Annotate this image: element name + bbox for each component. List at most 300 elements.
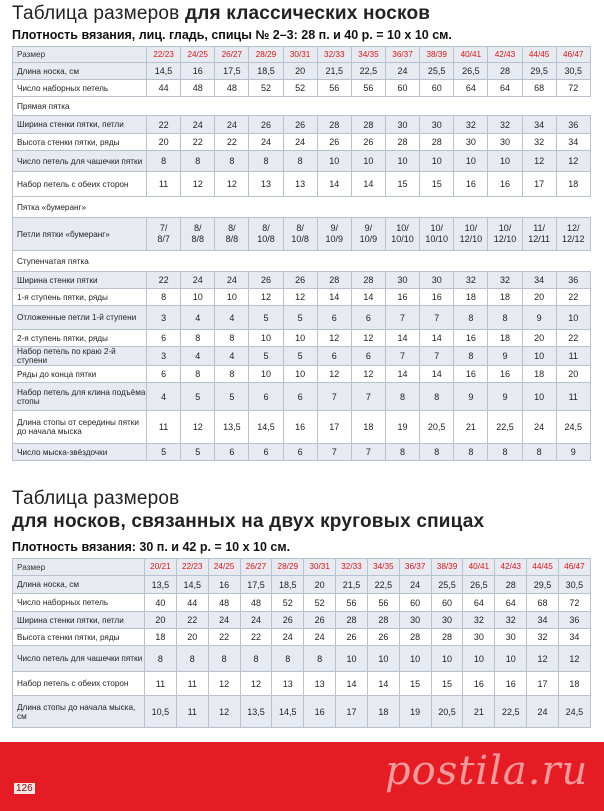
- table-cell: 14,5: [147, 63, 181, 80]
- table-cell: 24: [304, 629, 336, 646]
- table-cell: 8: [420, 383, 454, 411]
- row-label: Ряды до конца пятки: [13, 366, 147, 383]
- table-cell: 64: [454, 80, 488, 97]
- table-cell: 13: [283, 172, 317, 197]
- table-row: [13, 646, 591, 672]
- table-row: [13, 594, 591, 612]
- table-cell: 11: [176, 696, 208, 728]
- size-header: 34/35: [367, 559, 399, 576]
- table-cell: 12: [527, 646, 559, 672]
- table-cell: 22,5: [351, 63, 385, 80]
- table1-density: Плотность вязания, лиц. гладь, спицы № 2–3: 28 п. и 40 р. = 10 х 10 см.: [12, 28, 452, 42]
- table-cell: 52: [304, 594, 336, 612]
- table-cell: 20: [176, 629, 208, 646]
- size-table-two-circulars: [12, 558, 591, 728]
- table-cell: 20: [522, 289, 556, 306]
- table-cell: 12: [215, 172, 249, 197]
- table-cell: 20: [147, 134, 181, 151]
- table-cell: 10: [522, 347, 556, 366]
- table-cell: 12: [522, 151, 556, 172]
- table-cell: 18: [488, 330, 522, 347]
- table-cell: 24: [527, 696, 559, 728]
- table-cell: 72: [556, 80, 590, 97]
- table-cell: 18: [454, 289, 488, 306]
- table-cell: 5: [215, 383, 249, 411]
- table-cell: 60: [385, 80, 419, 97]
- table-cell: 8: [181, 366, 215, 383]
- row-label: Число наборных петель: [13, 594, 145, 612]
- table-cell: 8: [454, 444, 488, 461]
- size-header: 22/23: [147, 47, 181, 63]
- row-label: Набор петель для клина подъёма стопы: [13, 383, 147, 411]
- size-header: 40/41: [454, 47, 488, 63]
- table-cell: 28: [420, 134, 454, 151]
- table-cell: 29,5: [522, 63, 556, 80]
- table-cell: 15: [420, 172, 454, 197]
- table-row: [13, 330, 591, 347]
- table-row: [13, 289, 591, 306]
- table-cell: 26: [283, 116, 317, 134]
- table-row: [13, 306, 591, 330]
- table-cell: 30: [385, 272, 419, 289]
- table-cell: 17: [522, 172, 556, 197]
- table-cell: 14: [367, 672, 399, 696]
- watermark-logo: postila.ru: [385, 748, 589, 794]
- size-header: 46/47: [556, 47, 590, 63]
- table-cell: 3: [147, 306, 181, 330]
- table-cell: 26: [272, 612, 304, 629]
- table-cell: 68: [527, 594, 559, 612]
- table-cell: 13: [249, 172, 283, 197]
- table-cell: 6: [351, 306, 385, 330]
- row-label: Длина носка, см: [13, 576, 145, 594]
- table-cell: 16: [495, 672, 527, 696]
- row-label: Набор петель с обеих сторон: [13, 672, 145, 696]
- table-cell: 14,5: [272, 696, 304, 728]
- row-label: Число мыска-звёздочки: [13, 444, 147, 461]
- table-cell: 30: [385, 116, 419, 134]
- table-cell: 10: [283, 330, 317, 347]
- table-cell: 9/ 10/9: [351, 218, 385, 251]
- table-cell: 7: [317, 383, 351, 411]
- table-cell: 15: [385, 172, 419, 197]
- table-cell: 18: [351, 411, 385, 444]
- size-header: 44/45: [522, 47, 556, 63]
- table-row: [13, 172, 591, 197]
- size-header: 32/33: [336, 559, 368, 576]
- table-cell: 26: [249, 116, 283, 134]
- table-cell: 10: [522, 383, 556, 411]
- table-cell: 8: [208, 646, 240, 672]
- table-cell: 60: [431, 594, 463, 612]
- table-cell: 9: [522, 306, 556, 330]
- table-cell: 3: [147, 347, 181, 366]
- table-cell: 10: [351, 151, 385, 172]
- table-cell: 20: [556, 366, 590, 383]
- row-label: Длина стопы от середины пятки до начала мыска: [13, 411, 147, 444]
- row-label: Число петель для чашечки пятки: [13, 151, 147, 172]
- table-cell: 26,5: [463, 576, 495, 594]
- size-header: 28/29: [249, 47, 283, 63]
- section-label: Ступенчатая пятка: [13, 251, 147, 272]
- table-cell: 8: [454, 347, 488, 366]
- table-cell: 8: [176, 646, 208, 672]
- table2-title-line2: для носков, связанных на двух круговых спицах: [12, 511, 485, 532]
- table-cell: 64: [463, 594, 495, 612]
- table-cell: 8: [488, 444, 522, 461]
- table-row: [13, 383, 591, 411]
- table-cell: 40: [145, 594, 177, 612]
- table-cell: 24,5: [556, 411, 590, 444]
- table-cell: 24: [215, 272, 249, 289]
- table-cell: 6: [317, 306, 351, 330]
- table-cell: 30: [495, 629, 527, 646]
- table-cell: 13: [272, 672, 304, 696]
- table-cell: 10: [385, 151, 419, 172]
- table-cell: 10: [367, 646, 399, 672]
- table-cell: 32: [454, 116, 488, 134]
- table-cell: 8: [283, 151, 317, 172]
- table-cell: 6: [283, 444, 317, 461]
- size-header: 44/45: [527, 559, 559, 576]
- size-header: 24/25: [208, 559, 240, 576]
- table-cell: 56: [367, 594, 399, 612]
- table-row: [13, 576, 591, 594]
- table-cell: 48: [215, 80, 249, 97]
- table-cell: 7: [385, 347, 419, 366]
- table-cell: 48: [181, 80, 215, 97]
- table-cell: 10/ 10/10: [420, 218, 454, 251]
- table-row: [13, 672, 591, 696]
- row-label: Ширина стенки пятки: [13, 272, 147, 289]
- table1-title: [12, 4, 430, 24]
- table-cell: 10: [283, 366, 317, 383]
- table-cell: 11: [145, 672, 177, 696]
- table-cell: 10: [181, 289, 215, 306]
- table-cell: 30,5: [558, 576, 590, 594]
- table-cell: 22: [215, 134, 249, 151]
- table-cell: 10: [495, 646, 527, 672]
- table-cell: 7: [420, 347, 454, 366]
- section-row: [13, 97, 591, 116]
- table-cell: 24: [181, 116, 215, 134]
- table-cell: 8: [522, 444, 556, 461]
- table-cell: 10: [336, 646, 368, 672]
- table-cell: 11: [556, 347, 590, 366]
- table-cell: 36: [556, 116, 590, 134]
- table-cell: 25,5: [420, 63, 454, 80]
- size-header: 22/23: [176, 559, 208, 576]
- table-cell: 30: [420, 272, 454, 289]
- table-cell: 26: [336, 629, 368, 646]
- table-cell: 68: [522, 80, 556, 97]
- table-row: [13, 444, 591, 461]
- table-row: [13, 63, 591, 80]
- table-cell: 26: [249, 272, 283, 289]
- table-cell: 8: [240, 646, 272, 672]
- table-cell: 25,5: [431, 576, 463, 594]
- table-cell: 60: [399, 594, 431, 612]
- section-label: Прямая пятка: [13, 97, 147, 116]
- table-cell: 14: [317, 289, 351, 306]
- table-cell: 7/ 8/7: [147, 218, 181, 251]
- table-cell: 18,5: [249, 63, 283, 80]
- table-cell: 12: [283, 289, 317, 306]
- size-header: 40/41: [463, 559, 495, 576]
- table-cell: 30: [399, 612, 431, 629]
- table-cell: 14: [351, 289, 385, 306]
- size-header: 34/35: [351, 47, 385, 63]
- table-cell: 13,5: [240, 696, 272, 728]
- table-cell: 12: [351, 366, 385, 383]
- size-header: 20/21: [145, 559, 177, 576]
- table-cell: 26,5: [454, 63, 488, 80]
- table-cell: 16: [488, 172, 522, 197]
- section-row: [13, 251, 591, 272]
- table-cell: 22,5: [367, 576, 399, 594]
- table-cell: 8/ 10/8: [249, 218, 283, 251]
- table-cell: 21: [454, 411, 488, 444]
- table-cell: 4: [181, 306, 215, 330]
- table-cell: 10: [556, 306, 590, 330]
- section-row: [13, 197, 591, 218]
- table-cell: 30: [454, 134, 488, 151]
- size-header: 26/27: [215, 47, 249, 63]
- table-cell: 15: [431, 672, 463, 696]
- table-cell: 56: [351, 80, 385, 97]
- table-cell: 13,5: [145, 576, 177, 594]
- table-row: [13, 696, 591, 728]
- table-cell: 17,5: [240, 576, 272, 594]
- table-cell: 11: [147, 172, 181, 197]
- table-cell: 22: [176, 612, 208, 629]
- table-cell: 16: [454, 366, 488, 383]
- table-row: [13, 218, 591, 251]
- table-cell: 18,5: [272, 576, 304, 594]
- table-cell: 8: [215, 151, 249, 172]
- table-cell: 30: [420, 116, 454, 134]
- table-cell: 21,5: [317, 63, 351, 80]
- table-cell: 7: [385, 306, 419, 330]
- table-cell: 64: [495, 594, 527, 612]
- table-cell: 22: [208, 629, 240, 646]
- table-cell: 12: [558, 646, 590, 672]
- table-cell: 9: [488, 383, 522, 411]
- table-cell: 10: [249, 366, 283, 383]
- table-cell: 5: [283, 306, 317, 330]
- table-cell: 29,5: [527, 576, 559, 594]
- table-cell: 16: [463, 672, 495, 696]
- table2-title-line1: Таблица размеров: [12, 488, 180, 509]
- table-cell: 48: [240, 594, 272, 612]
- table-cell: 8/ 10/8: [283, 218, 317, 251]
- table-cell: 24: [215, 116, 249, 134]
- table-cell: 32: [454, 272, 488, 289]
- table-cell: 8: [147, 289, 181, 306]
- table-cell: 24: [522, 411, 556, 444]
- size-header: 36/37: [399, 559, 431, 576]
- table-cell: 32: [488, 272, 522, 289]
- size-table-classic: [12, 46, 591, 461]
- table-cell: 18: [145, 629, 177, 646]
- table-cell: 5: [181, 383, 215, 411]
- table-cell: 14: [420, 330, 454, 347]
- table-cell: 11: [176, 672, 208, 696]
- table-cell: 32: [495, 612, 527, 629]
- table-cell: 28: [385, 134, 419, 151]
- table-cell: 30: [488, 134, 522, 151]
- row-label: Петли пятки «бумеранг»: [13, 218, 147, 251]
- table-cell: 6: [147, 330, 181, 347]
- table-cell: 10: [431, 646, 463, 672]
- row-label: Длина носка, см: [13, 63, 147, 80]
- table-cell: 16: [283, 411, 317, 444]
- table-cell: 56: [336, 594, 368, 612]
- table-cell: 6: [249, 444, 283, 461]
- table-cell: 6: [317, 347, 351, 366]
- table-cell: 32: [522, 134, 556, 151]
- table-cell: 36: [558, 612, 590, 629]
- table-cell: 20: [522, 330, 556, 347]
- size-header: 38/39: [431, 559, 463, 576]
- table-cell: 8: [147, 151, 181, 172]
- row-label: Ширина стенки пятки, петли: [13, 116, 147, 134]
- table-cell: 10: [454, 151, 488, 172]
- table-cell: 64: [488, 80, 522, 97]
- table-cell: 20: [283, 63, 317, 80]
- table-cell: 12: [208, 696, 240, 728]
- table-cell: 16: [488, 366, 522, 383]
- table-row: [13, 272, 591, 289]
- row-label: Набор петель по краю 2-й ступени: [13, 347, 147, 366]
- table-cell: 20: [304, 576, 336, 594]
- table-cell: 44: [176, 594, 208, 612]
- table-cell: 6: [249, 383, 283, 411]
- table-cell: 10: [488, 151, 522, 172]
- table-cell: 28: [336, 612, 368, 629]
- table-cell: 22: [147, 116, 181, 134]
- table-cell: 10,5: [145, 696, 177, 728]
- table-cell: 7: [351, 383, 385, 411]
- table-cell: 6: [215, 444, 249, 461]
- table-cell: 28: [399, 629, 431, 646]
- table-cell: 28: [367, 612, 399, 629]
- table-cell: 8: [272, 646, 304, 672]
- table-cell: 17: [317, 411, 351, 444]
- table-cell: 19: [385, 411, 419, 444]
- table-cell: 22: [181, 134, 215, 151]
- table-cell: 6: [147, 366, 181, 383]
- row-label: Число наборных петель: [13, 80, 147, 97]
- table-cell: 24: [208, 612, 240, 629]
- table-cell: 16: [454, 172, 488, 197]
- table-cell: 9/ 10/9: [317, 218, 351, 251]
- table-cell: 8/ 8/8: [215, 218, 249, 251]
- table-cell: 7: [351, 444, 385, 461]
- table-cell: 13,5: [215, 411, 249, 444]
- header-row: [13, 559, 591, 576]
- table-cell: 30: [431, 612, 463, 629]
- row-label: Число петель для чашечки пятки: [13, 646, 145, 672]
- section-label: Пятка «бумеранг»: [13, 197, 147, 218]
- size-header: 46/47: [558, 559, 590, 576]
- table-cell: 10: [249, 330, 283, 347]
- row-label: Отложенные петли 1-й ступени: [13, 306, 147, 330]
- table-cell: 11: [556, 383, 590, 411]
- table-cell: 12/ 12/12: [556, 218, 590, 251]
- table-cell: 34: [558, 629, 590, 646]
- size-header: 30/31: [283, 47, 317, 63]
- table-cell: 10: [317, 151, 351, 172]
- table-cell: 5: [181, 444, 215, 461]
- header-row: [13, 47, 591, 63]
- table-cell: 12: [181, 172, 215, 197]
- row-label: Набор петель с обеих сторон: [13, 172, 147, 197]
- page-number: 126: [12, 783, 37, 794]
- table-cell: 22,5: [488, 411, 522, 444]
- table-cell: 18: [556, 172, 590, 197]
- table-cell: 13: [304, 672, 336, 696]
- table-cell: 9: [556, 444, 590, 461]
- table-cell: 24: [272, 629, 304, 646]
- table-cell: 8: [181, 151, 215, 172]
- table-cell: 24: [249, 134, 283, 151]
- table-cell: 12: [556, 151, 590, 172]
- table-cell: 34: [556, 134, 590, 151]
- table-cell: 21,5: [336, 576, 368, 594]
- row-label: Длина стопы до начала мыска, см: [13, 696, 145, 728]
- table-cell: 28: [317, 116, 351, 134]
- table-cell: 16: [181, 63, 215, 80]
- table-cell: 8/ 8/8: [181, 218, 215, 251]
- table-row: [13, 612, 591, 629]
- table-cell: 7: [317, 444, 351, 461]
- table2-density: Плотность вязания: 30 п. и 42 р. = 10 х 10 см.: [12, 540, 291, 554]
- table-cell: 52: [249, 80, 283, 97]
- table-cell: 9: [454, 383, 488, 411]
- table-row: [13, 366, 591, 383]
- table-cell: 11/ 12/11: [522, 218, 556, 251]
- header-label: Размер: [13, 559, 145, 576]
- table-cell: 16: [385, 289, 419, 306]
- table-cell: 6: [351, 347, 385, 366]
- table-cell: 18: [522, 366, 556, 383]
- table-cell: 5: [249, 306, 283, 330]
- table-cell: 28: [351, 116, 385, 134]
- table-cell: 10: [215, 289, 249, 306]
- table-cell: 24: [385, 63, 419, 80]
- table-cell: 16: [454, 330, 488, 347]
- table-cell: 24: [181, 272, 215, 289]
- table-cell: 18: [367, 696, 399, 728]
- table-cell: 34: [527, 612, 559, 629]
- table-cell: 32: [488, 116, 522, 134]
- table-cell: 6: [283, 383, 317, 411]
- table-cell: 26: [283, 272, 317, 289]
- table-cell: 28: [317, 272, 351, 289]
- table-cell: 22: [556, 289, 590, 306]
- table-cell: 12: [249, 289, 283, 306]
- table-row: [13, 151, 591, 172]
- table-cell: 12: [317, 366, 351, 383]
- table1-title-bold: для классических носков: [184, 3, 431, 24]
- size-header: 38/39: [420, 47, 454, 63]
- table-cell: 10: [463, 646, 495, 672]
- table-cell: 8: [215, 330, 249, 347]
- size-header: 30/31: [304, 559, 336, 576]
- table-cell: 4: [215, 306, 249, 330]
- table-cell: 8: [181, 330, 215, 347]
